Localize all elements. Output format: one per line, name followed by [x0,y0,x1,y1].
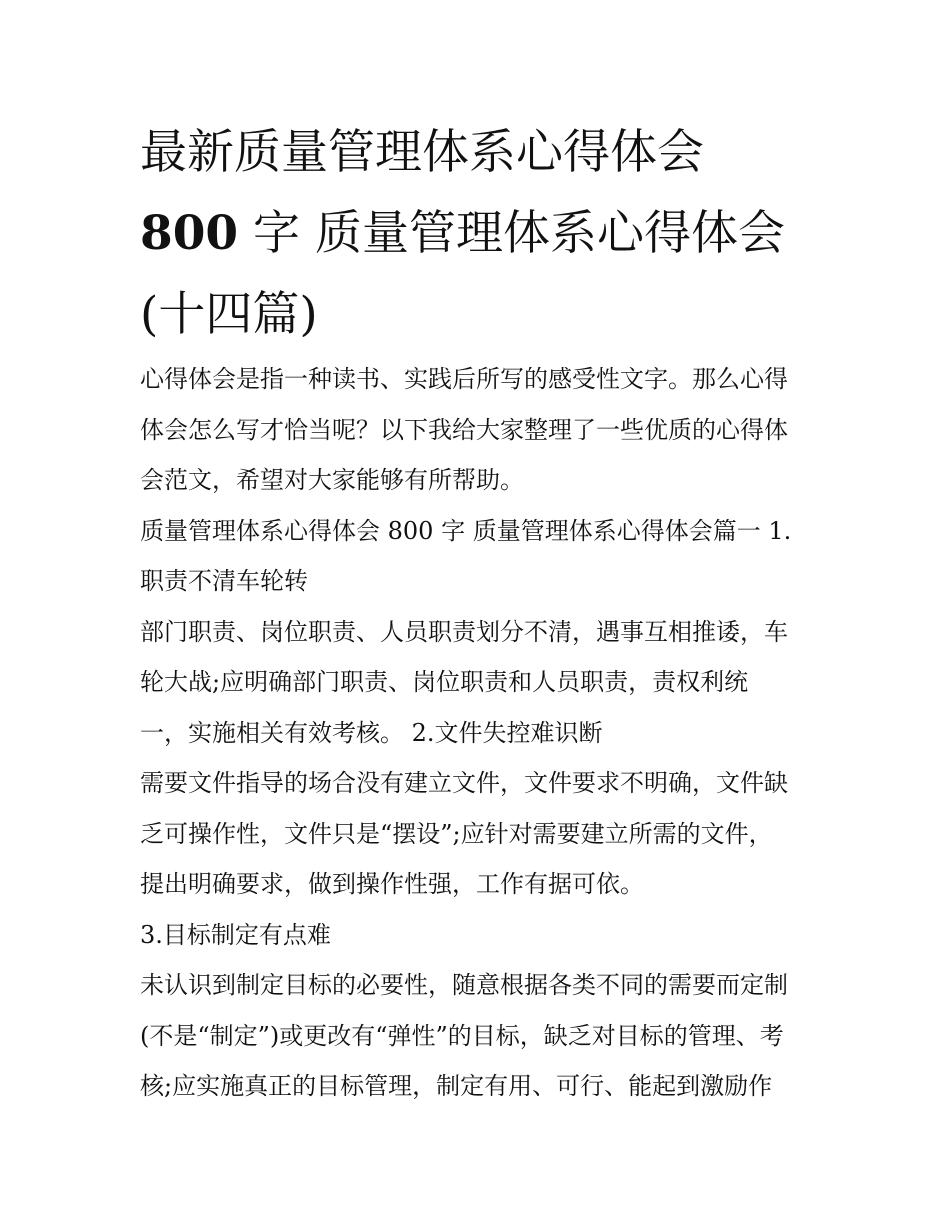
body-line: 会范文，希望对大家能够有所帮助。 [140,466,524,494]
document-body [140,354,820,1112]
body-line: 轮大战;应明确部门职责、岗位职责和人员职责，责权利统 [140,668,749,696]
section-heading-line: 3.目标制定有点难 [140,920,331,949]
section-heading-line: 质量管理体系心得体会 800 字 质量管理体系心得体会篇一 1. [140,516,792,545]
body-line: 体会怎么写才恰当呢？以下我给大家整理了一些优质的心得体 [140,415,788,444]
title-line-2 [140,193,840,274]
body-line: 心得体会是指一种读书、实践后所写的感受性文字。那么心得 [140,365,788,393]
body-line: (不是“制定”)或更改有“弹性”的目标，缺乏对目标的管理、考 [140,1021,784,1050]
title-line-1: 最新质量管理体系心得体会 [140,125,704,180]
body-line: 未认识到制定目标的必要性，随意根据各类不同的需要而定制 [140,971,788,999]
body-line: 需要文件指导的场合没有建立文件，文件要求不明确，文件缺 [140,769,788,797]
body-line: 核;应实施真正的目标管理，制定有用、可行、能起到激励作 [140,1072,773,1100]
document-title [140,112,840,355]
title-number: 800 [140,206,239,261]
body-line: 一，实施相关有效考核。 2.文件失控难识断 [140,718,603,747]
title-line-3: (十四篇) [140,287,318,342]
title-line-2-text: 字 质量管理体系心得体会 [238,206,785,261]
body-line: 部门职责、岗位职责、人员职责划分不清，遇事互相推诿，车 [140,617,788,646]
body-line: 乏可操作性，文件只是“摆设”;应针对需要建立所需的文件， [140,819,773,848]
body-line: 提出明确要求，做到操作性强，工作有据可依。 [140,870,644,898]
section-heading-line: 职责不清车轮转 [140,567,308,595]
